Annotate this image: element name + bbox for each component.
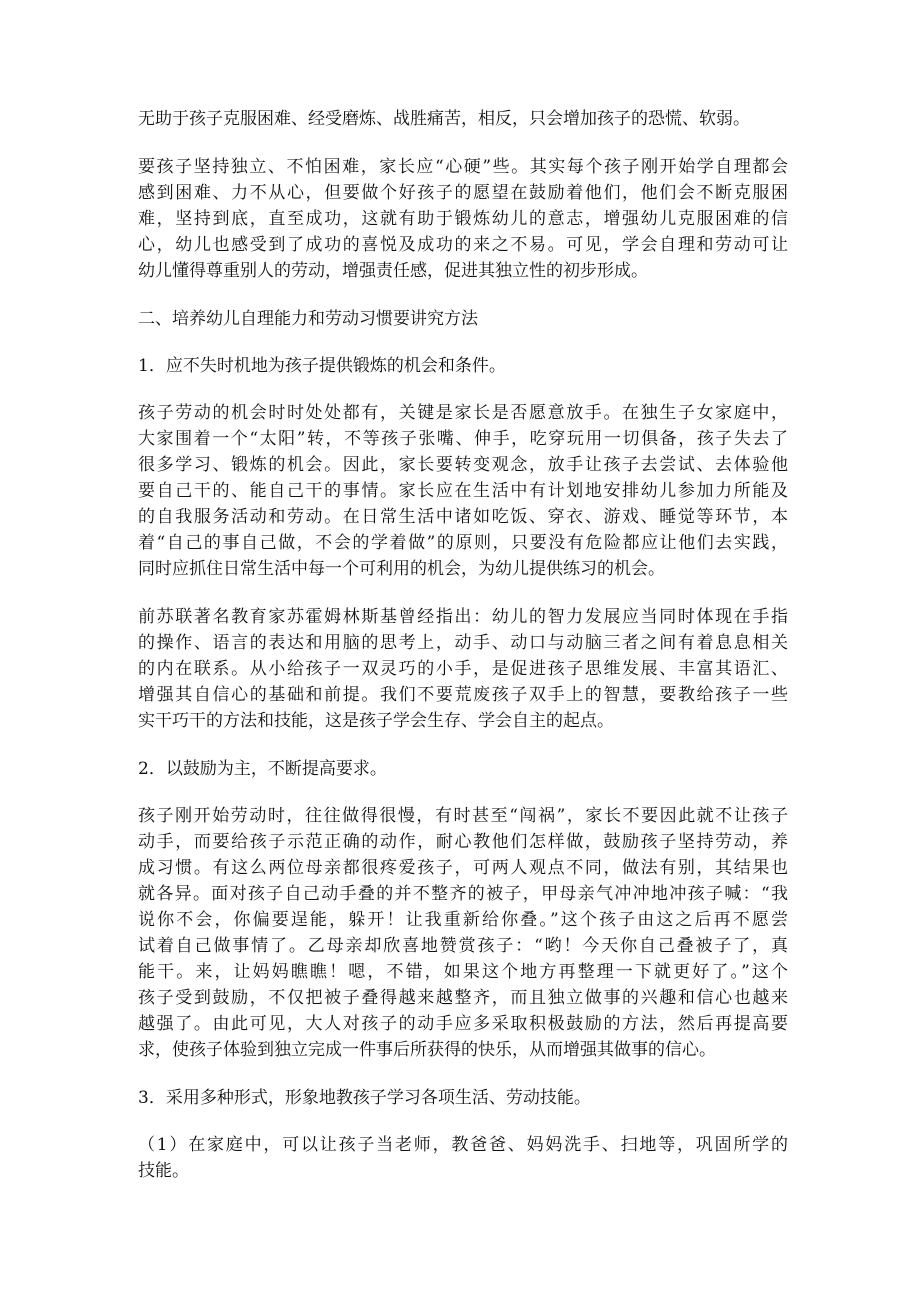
text-line: 同时应抓住日常生活中每一个可利用的机会，为幼儿提供练习的机会。 bbox=[138, 559, 665, 579]
text-line: 前苏联著名教育家苏霍姆林斯基曾经指出：幼儿的智力发展应当同时体现在手指 bbox=[138, 607, 788, 627]
text-line: 的操作、语言的表达和用脑的思考上，动手、动口与动脑三者之间有着息息相关 bbox=[138, 633, 788, 653]
text-line: 大家围着一个“太阳”转，不等孩子张嘴、伸手，吃穿玩用一切俱备，孩子失去了 bbox=[138, 429, 788, 449]
text-line: 孩子刚开始劳动时，往往做得很慢，有时甚至“闯祸”，家长不要因此就不让孩子 bbox=[138, 806, 788, 826]
text-line: 着“自己的事自己做，不会的学着做”的原则，只要没有危险都应让他们去实践， bbox=[138, 533, 788, 553]
subsection-heading-text: 3．采用多种形式，形象地教孩子学习各项生活、劳动技能。 bbox=[138, 1088, 591, 1108]
subsection-heading-3 bbox=[138, 1085, 788, 1111]
text-line: 幼儿懂得尊重别人的劳动，增强责任感，促进其独立性的初步形成。 bbox=[138, 261, 648, 281]
text-line: 技能。 bbox=[138, 1161, 189, 1181]
subsection-heading-1 bbox=[138, 353, 788, 379]
text-line: 的内在联系。从小给孩子一双灵巧的小手，是促进孩子思维发展、丰富其语汇、 bbox=[138, 659, 788, 679]
text-line: 能干。来，让妈妈瞧瞧！嗯，不错，如果这个地方再整理一下就更好了。”这个 bbox=[138, 962, 788, 982]
text-line: 就各异。面对孩子自己动手叠的并不整齐的被子，甲母亲气冲冲地冲孩子喊：“我 bbox=[138, 884, 788, 904]
text-line: （1）在家庭中，可以让孩子当老师，教爸爸、妈妈洗手、扫地等，巩固所学的 bbox=[138, 1135, 788, 1155]
text-line: 求，使孩子体验到独立完成一件事后所获得的快乐，从而增强其做事的信心。 bbox=[138, 1040, 716, 1060]
text-line: 的自我服务活动和劳动。在日常生活中诸如吃饭、穿衣、游戏、睡觉等环节，本 bbox=[138, 507, 788, 527]
subsection-heading-2 bbox=[138, 756, 788, 782]
paragraph-opportunities bbox=[138, 400, 788, 582]
section-heading-text: 二、培养幼儿自理能力和劳动习惯要讲究方法 bbox=[138, 309, 478, 329]
text-line: 要孩子坚持独立、不怕困难，家长应“心硬”些。其实每个孩子刚开始学自理都会 bbox=[138, 157, 788, 177]
section-heading bbox=[138, 306, 788, 332]
paragraph-home-teaching bbox=[138, 1132, 788, 1184]
paragraph-independence bbox=[138, 154, 788, 284]
subsection-heading-text: 1．应不失时机地为孩子提供锻炼的机会和条件。 bbox=[138, 356, 506, 376]
subsection-heading-text: 2．以鼓励为主，不断提高要求。 bbox=[138, 759, 387, 779]
document-body bbox=[138, 106, 788, 1206]
paragraph-intro-fragment bbox=[138, 106, 788, 132]
text-line: 成习惯。有这么两位母亲都很疼爱孩子，可两人观点不同，做法有别，其结果也 bbox=[138, 858, 788, 878]
text-line: 无助于孩子克服困难、经受磨炼、战胜痛苦，相反，只会增加孩子的恐慌、软弱。 bbox=[138, 109, 750, 129]
text-line: 动手，而要给孩子示范正确的动作，耐心教他们怎样做，鼓励孩子坚持劳动，养 bbox=[138, 832, 788, 852]
text-line: 说你不会，你偏要逞能，躲开！让我重新给你叠。”这个孩子由这之后再不愿尝 bbox=[138, 910, 788, 930]
paragraph-sukhomlinsky bbox=[138, 604, 788, 734]
text-line: 增强其自信心的基础和前提。我们不要荒废孩子双手上的智慧，要教给孩子一些 bbox=[138, 685, 788, 705]
text-line: 试着自己做事情了。乙母亲却欣喜地赞赏孩子：“哟！今天你自己叠被子了，真 bbox=[138, 936, 788, 956]
paragraph-encouragement bbox=[138, 803, 788, 1063]
text-line: 越强了。由此可见，大人对孩子的动手应多采取积极鼓励的方法，然后再提高要 bbox=[138, 1014, 788, 1034]
text-line: 很多学习、锻炼的机会。因此，家长要转变观念，放手让孩子去尝试、去体验他 bbox=[138, 455, 788, 475]
text-line: 孩子劳动的机会时时处处都有，关键是家长是否愿意放手。在独生子女家庭中， bbox=[138, 403, 788, 423]
text-line: 孩子受到鼓励，不仅把被子叠得越来越整齐，而且独立做事的兴趣和信心也越来 bbox=[138, 988, 788, 1008]
text-line: 要自己干的、能自己干的事情。家长应在生活中有计划地安排幼儿参加力所能及 bbox=[138, 481, 788, 501]
text-line: 难，坚持到底，直至成功，这就有助于锻炼幼儿的意志，增强幼儿克服困难的信 bbox=[138, 209, 788, 229]
text-line: 实干巧干的方法和技能，这是孩子学会生存、学会自主的起点。 bbox=[138, 711, 614, 731]
text-line: 心，幼儿也感受到了成功的喜悦及成功的来之不易。可见，学会自理和劳动可让 bbox=[138, 235, 788, 255]
text-line: 感到困难、力不从心，但要做个好孩子的愿望在鼓励着他们，他们会不断克服困 bbox=[138, 183, 788, 203]
